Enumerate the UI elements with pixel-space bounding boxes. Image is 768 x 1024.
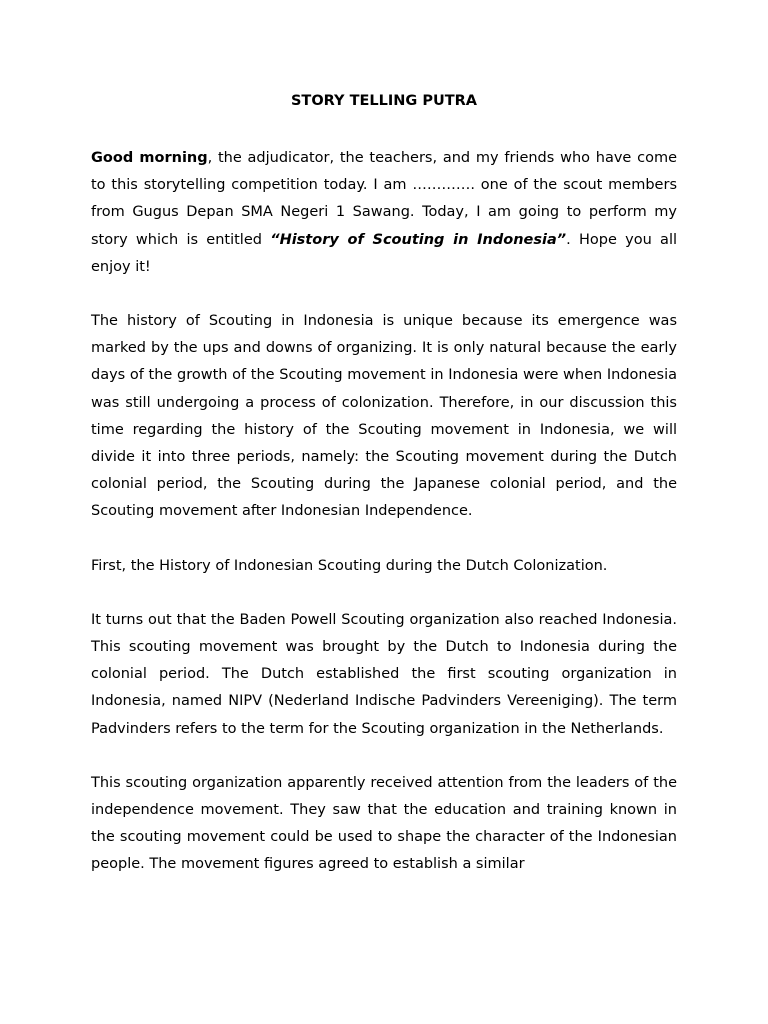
intro-text-2: . Hope you all enjoy it! — [91, 231, 678, 275]
greeting: Good morning — [91, 150, 208, 166]
paragraph-history-overview: The history of Scouting in Indonesia is unique because its emergence was marked by the ups and downs of organizing. It is only natural because the early days of the growth of the Scouting movement in Indonesia were when Indonesia was still undergoing a process of colonization. Therefore, in our discussion this time regarding the history of the Scouting movement in Indonesia, we will divide it into three periods, namely: the Scouting movement during the Dutch colonial period, the Scouting during the Japanese colonial period, and the Scouting movement after Indonesian Independence. — [91, 313, 677, 520]
paragraph-baden-powell: It turns out that the Baden Powell Scouting organization also reached Indonesia. This scouting movement was brought by the Dutch to Indonesia during the colonial period. The Dutch established the first scouting organization in Indonesia, named NIPV (Nederland Indische Padvinders Vereeniging). The term Padvinders refers to the term for the Scouting organization in the Netherlands. — [91, 611, 677, 737]
document-title: STORY TELLING PUTRA — [290, 93, 477, 109]
intro-paragraph — [91, 145, 677, 281]
paragraph-dutch-heading: First, the History of Indonesian Scouting during the Dutch Colonization. — [91, 557, 608, 574]
paragraph-independence-leaders: This scouting organization apparently received attention from the leaders of the independence movement. They saw that the education and training known in the scouting movement could be used to shape the character of the Indonesian people. The movement figures agreed to establish a similar — [91, 774, 677, 873]
story-title: “History of Scouting in Indonesia” — [270, 231, 567, 248]
intro-text-1: , the adjudicator, the teachers, and my friends who have come to this storytelling competition today. I am …………. one of the scout members from Gugus Depan SMA Negeri 1 Sawang. Today, I am going to perform my story which is entitled — [91, 150, 677, 248]
